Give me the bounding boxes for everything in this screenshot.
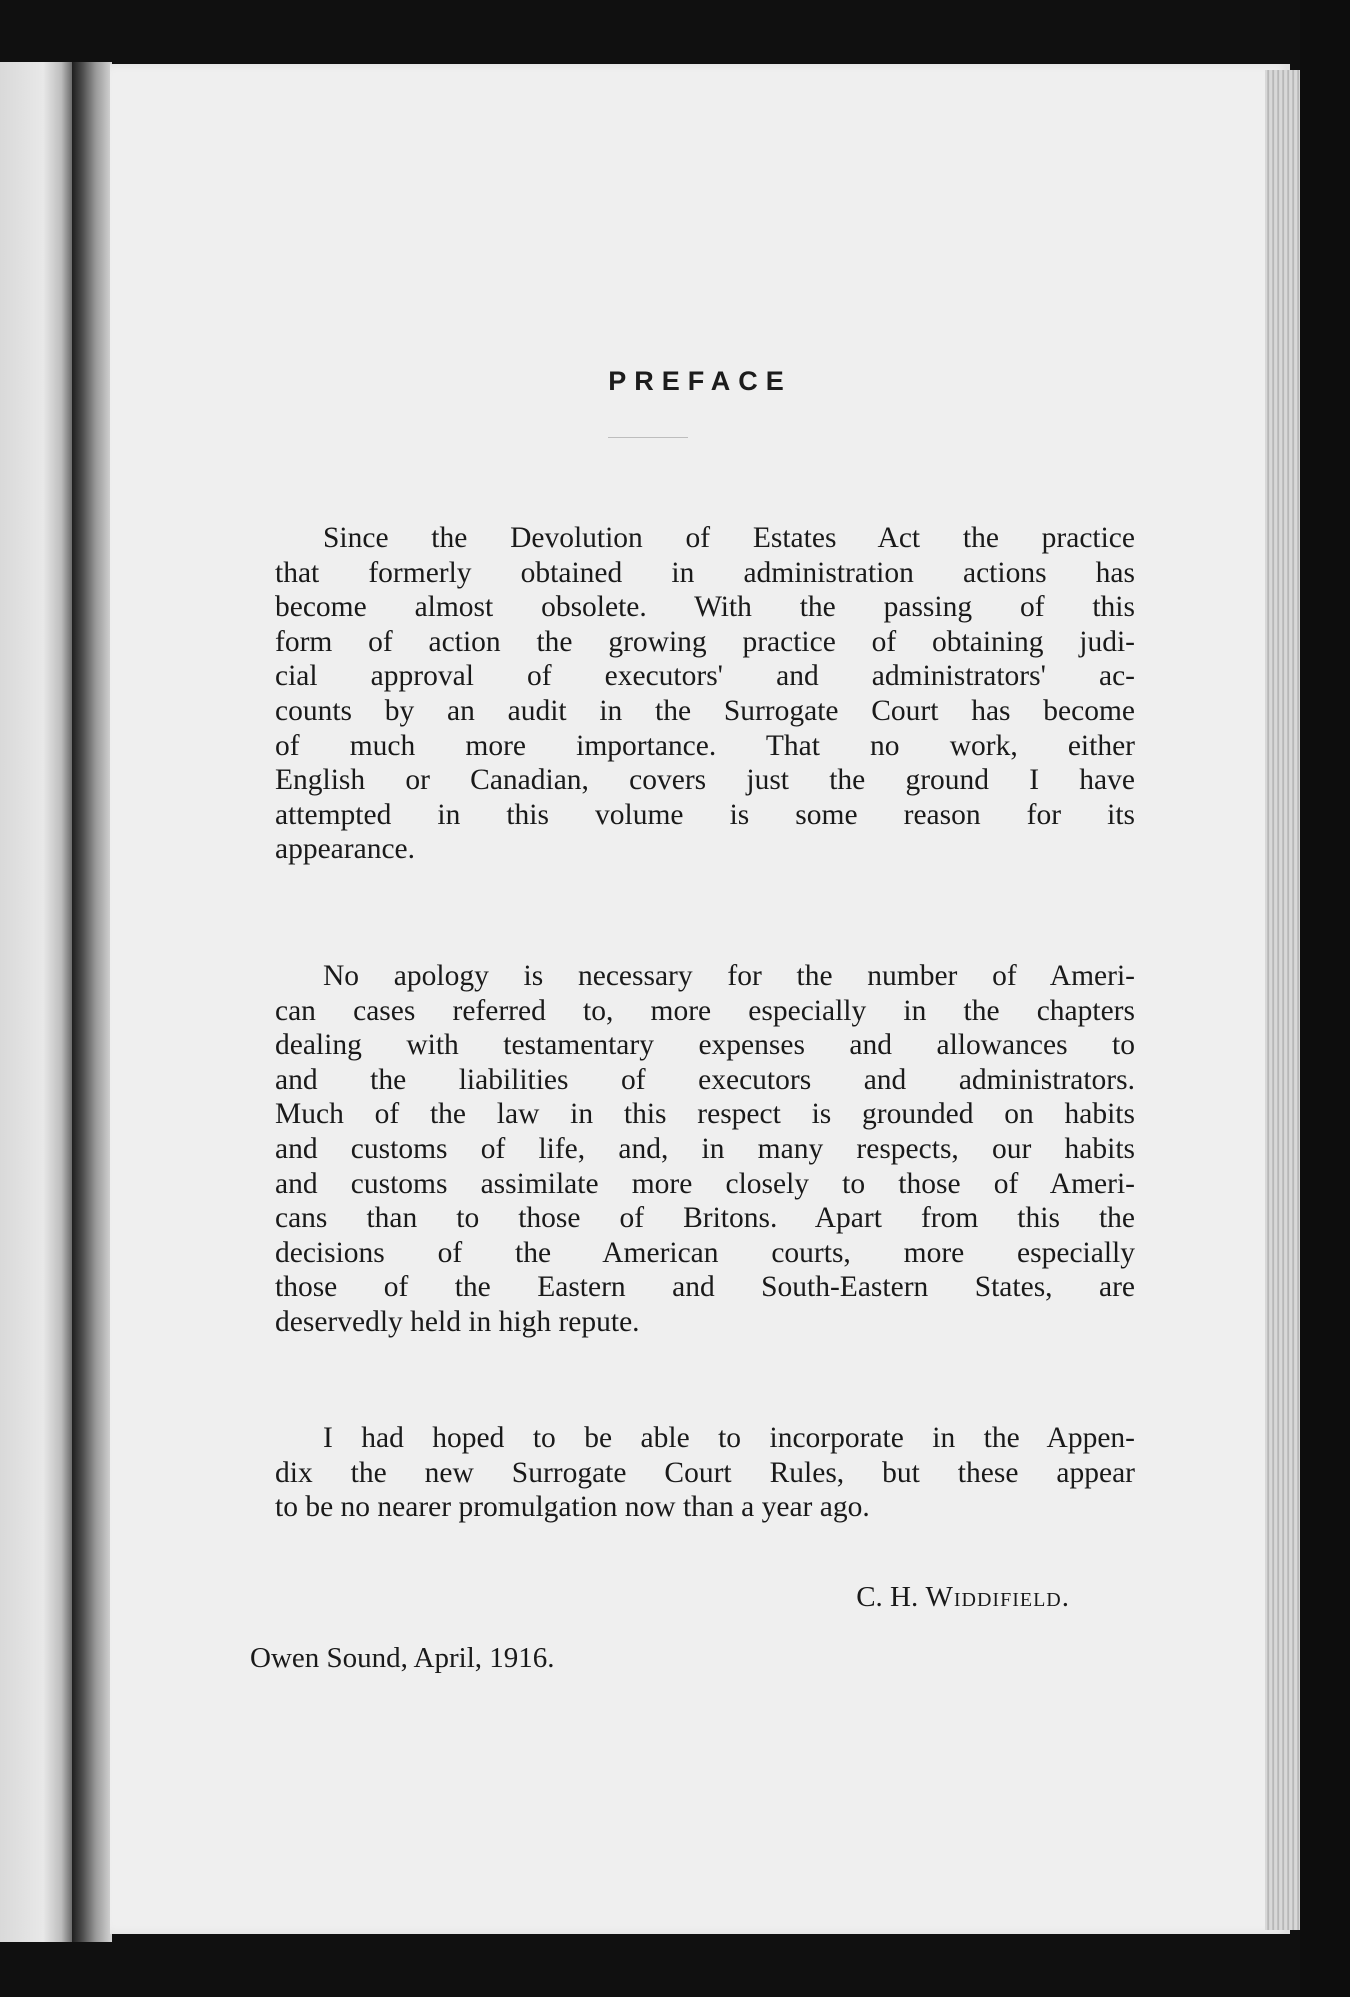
paragraph-line: English or Canadian, covers just the ground I have — [275, 764, 1135, 797]
signature-initials: C. H. — [856, 1581, 919, 1613]
adjacent-page-edge — [0, 62, 72, 1942]
paragraph-line: to be no nearer promulgation now than a year ago. — [275, 1491, 870, 1524]
paragraph-3 — [275, 1421, 1135, 1525]
paragraph-line: can cases referred to, more especially in the chapters — [275, 994, 1135, 1027]
paragraph-line: become almost obsolete. With the passing of this — [275, 591, 1135, 624]
paragraph-line: decisions of the American courts, more especially — [275, 1236, 1135, 1269]
paragraph-line: and customs of life, and, in many respects, our habits — [275, 1132, 1135, 1165]
paragraph-line: attempted in this volume is some reason for its — [275, 798, 1135, 831]
paragraph-line: cial approval of executors' and administrators' ac- — [275, 660, 1135, 693]
paragraph-line: deservedly held in high repute. — [275, 1305, 640, 1338]
paragraph-line: form of action the growing practice of obtaining judi- — [275, 625, 1135, 658]
title-divider — [608, 437, 688, 438]
paragraph-1 — [275, 521, 1135, 867]
paragraph-line: I had hoped to be able to incorporate in the Appen- — [323, 1422, 1135, 1454]
paragraph-line: dealing with testamentary expenses and allowances to — [275, 1029, 1135, 1062]
paragraph-line: and customs assimilate more closely to those of Ameri- — [275, 1167, 1135, 1200]
paragraph-line: No apology is necessary for the number of Ameri- — [323, 960, 1135, 992]
book-gutter — [72, 62, 112, 1942]
paragraph-line: counts by an audit in the Surrogate Court has become — [275, 694, 1135, 727]
paragraph-line: those of the Eastern and South-Eastern States, are — [275, 1271, 1135, 1304]
paragraph-line: Since the Devolution of Estates Act the practice — [323, 522, 1135, 554]
paragraph-2 — [275, 959, 1135, 1340]
paragraph-line: cans than to those of Britons. Apart from this the — [275, 1202, 1135, 1235]
page-stack-edges — [1265, 70, 1300, 1930]
paragraph-line: of much more importance. That no work, either — [275, 729, 1135, 762]
paragraph-line: Much of the law in this respect is grounded on habits — [275, 1098, 1135, 1131]
signature-surname: Widdifield. — [925, 1581, 1070, 1613]
paragraph-line: that formerly obtained in administration actions has — [275, 556, 1135, 589]
paragraph-line: and the liabilities of executors and administrators. — [275, 1063, 1135, 1096]
paragraph-line: dix the new Surrogate Court Rules, but these appear — [275, 1456, 1135, 1489]
preface-page — [110, 64, 1290, 1934]
place-and-date: Owen Sound, April, 1916. — [250, 1642, 555, 1674]
page-title: PREFACE — [608, 366, 792, 396]
paragraph-line: appearance. — [275, 833, 416, 866]
author-signature — [700, 1581, 1070, 1614]
scan-background — [1300, 0, 1350, 1997]
